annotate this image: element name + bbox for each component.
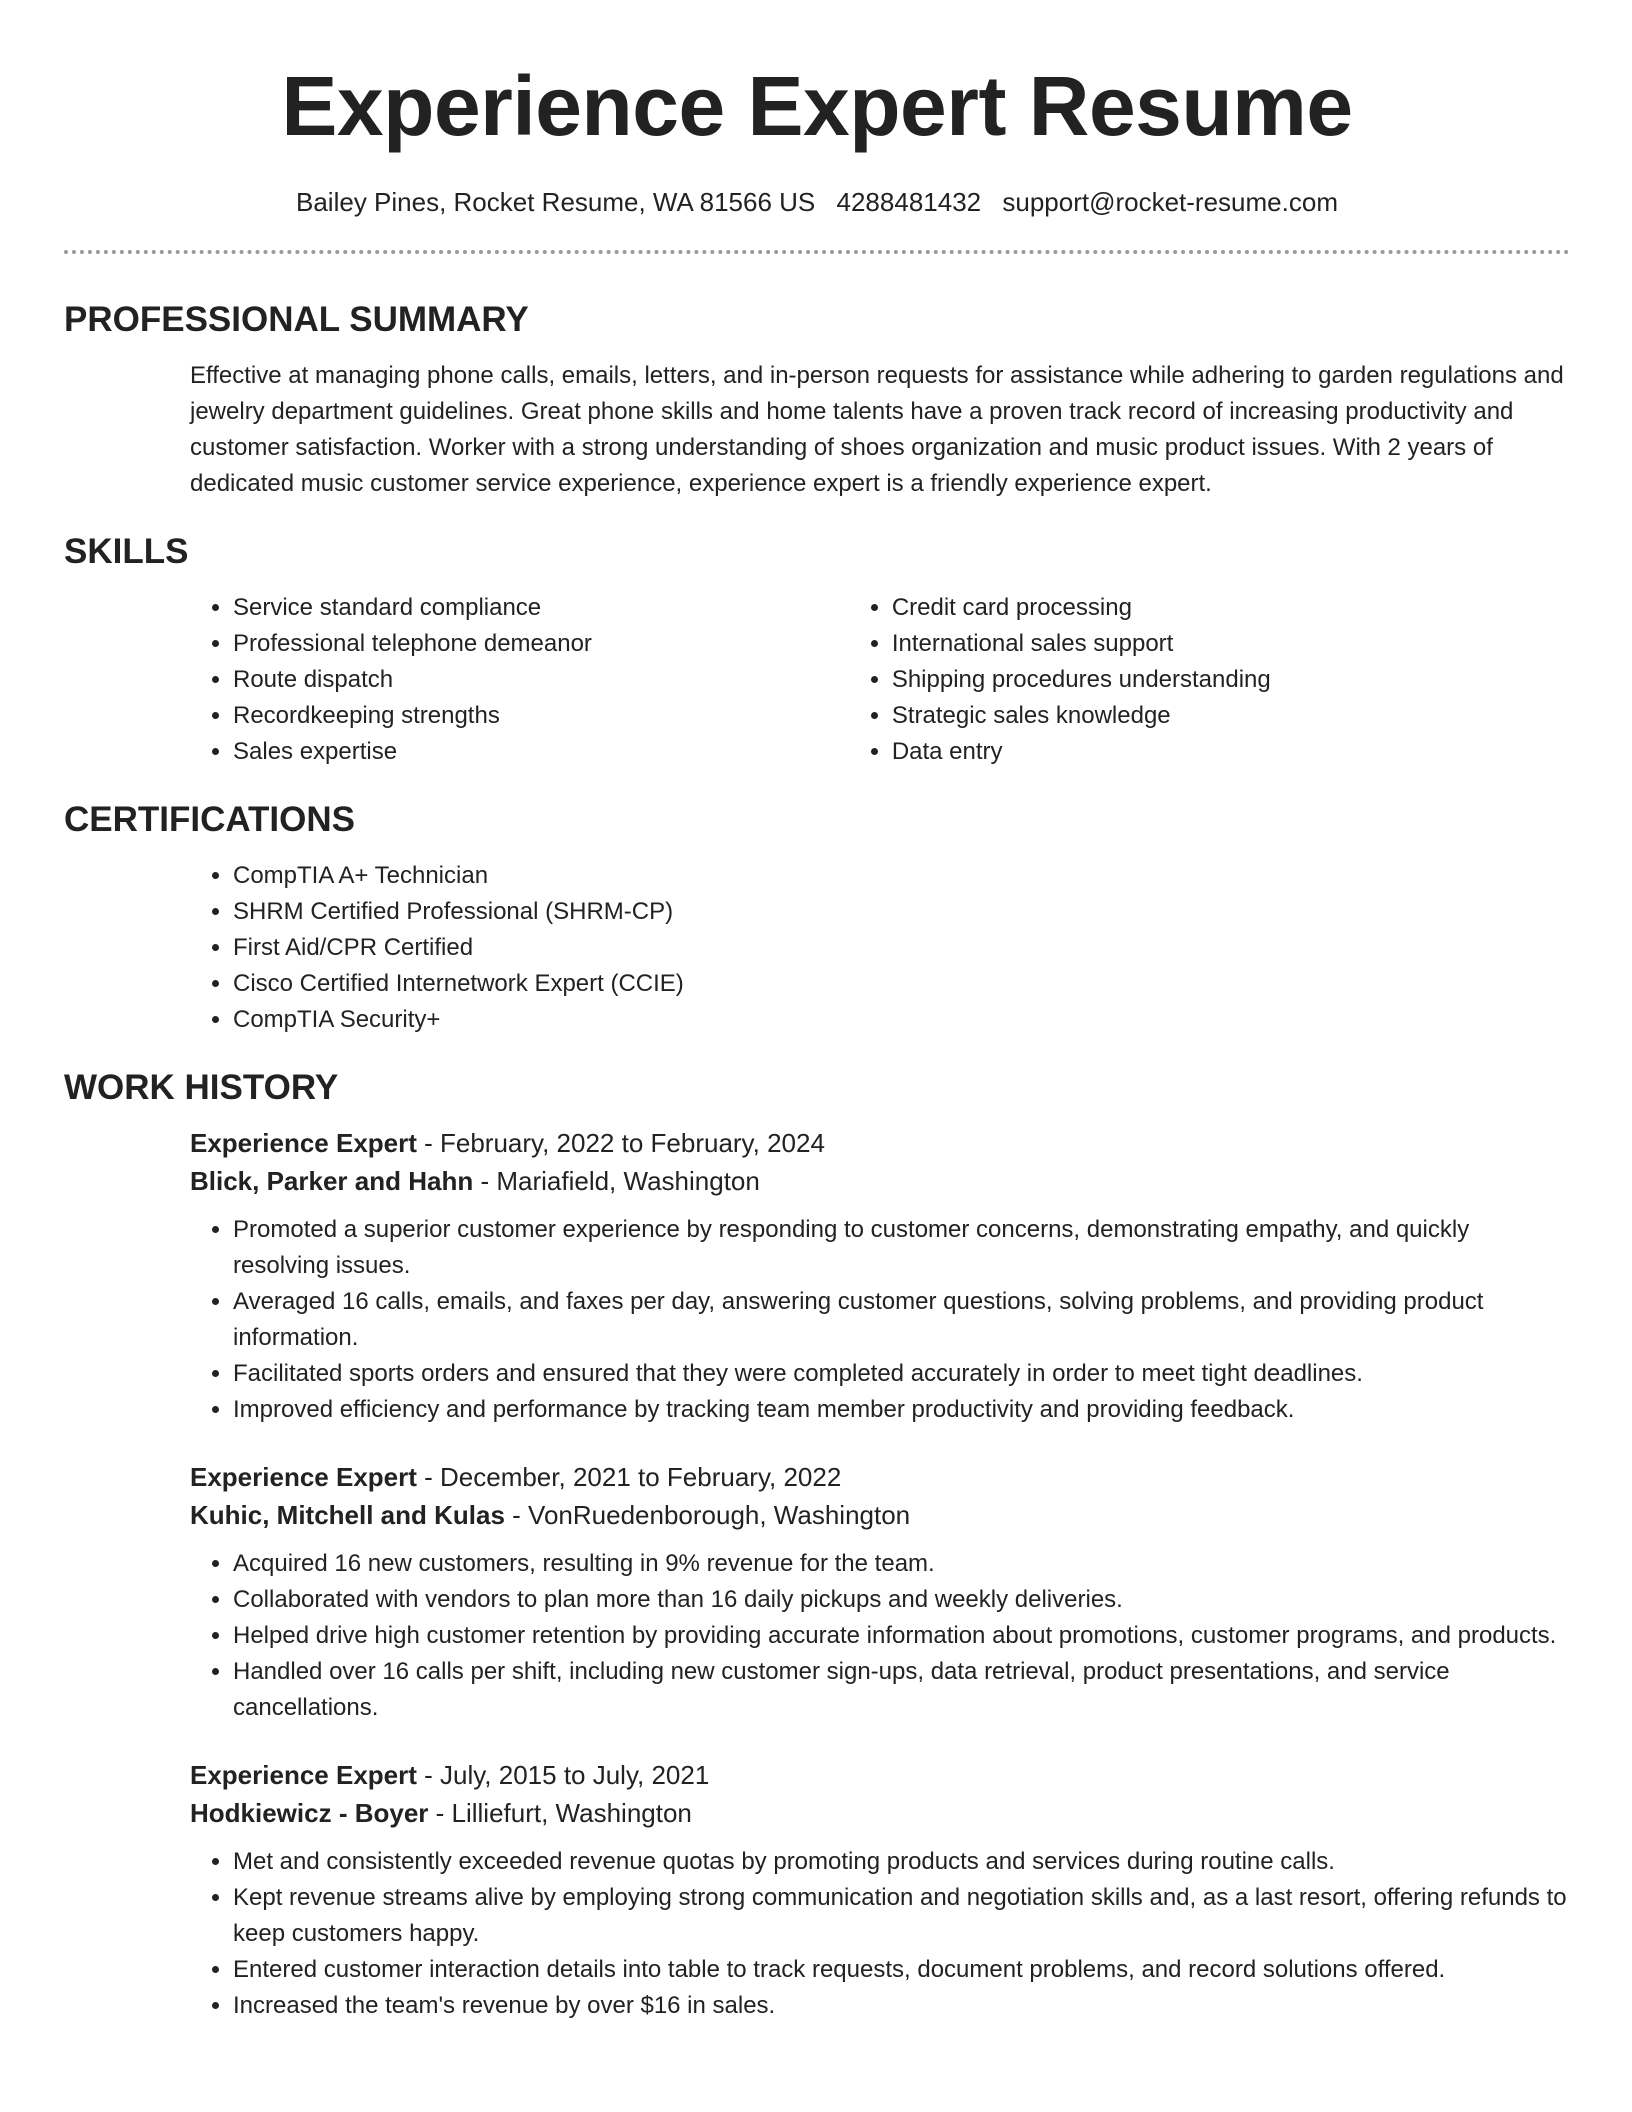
job-location: - Lilliefurt, Washington bbox=[428, 1798, 692, 1828]
contact-line bbox=[64, 186, 1570, 218]
contact-email: support@rocket-resume.com bbox=[1002, 187, 1338, 217]
job-bullet: • Facilitated sports orders and ensured that they were completed accurately in order to meet tight deadlines. bbox=[233, 1356, 1570, 1392]
certifications-heading: CERTIFICATIONS bbox=[64, 800, 356, 839]
skill-item: • Professional telephone demeanor bbox=[233, 626, 892, 662]
skill-item: • Strategic sales knowledge bbox=[892, 698, 1570, 734]
job-bullet: • Entered customer interaction details into table to track requests, document problems, and record solutions offered. bbox=[233, 1952, 1570, 1988]
skill-item: • Sales expertise bbox=[233, 734, 892, 770]
job-company-line bbox=[190, 1794, 1570, 1832]
job-title-line bbox=[190, 1124, 1570, 1162]
job-bullet: • Kept revenue streams alive by employing strong communication and negotiation skills and, as a last resort, offering refunds to keep customers happy. bbox=[233, 1880, 1570, 1952]
job-location: - VonRuedenborough, Washington bbox=[504, 1500, 911, 1530]
job-bullets bbox=[190, 1844, 1570, 2024]
skill-item: • Recordkeeping strengths bbox=[233, 698, 892, 734]
job-company: Hodkiewicz - Boyer bbox=[190, 1798, 429, 1828]
certifications-list bbox=[64, 858, 1570, 1038]
job-location: - Mariafield, Washington bbox=[473, 1166, 760, 1196]
job-bullet: • Averaged 16 calls, emails, and faxes per day, answering customer questions, solving problems, and providing product information. bbox=[233, 1284, 1570, 1356]
summary-heading: PROFESSIONAL SUMMARY bbox=[64, 300, 529, 339]
job-entry bbox=[190, 1124, 1570, 1428]
job-dates: - July, 2015 to July, 2021 bbox=[416, 1760, 710, 1790]
skill-item: • Service standard compliance bbox=[233, 590, 892, 626]
skills-heading: SKILLS bbox=[64, 532, 189, 571]
resume-page bbox=[64, 0, 1570, 2024]
contact-phone: 4288481432 bbox=[836, 187, 982, 217]
job-bullet: • Collaborated with vendors to plan more than 16 daily pickups and weekly deliveries. bbox=[233, 1582, 1570, 1618]
job-entry bbox=[190, 1458, 1570, 1726]
skill-item: • International sales support bbox=[892, 626, 1570, 662]
summary-text: Effective at managing phone calls, emails, letters, and in-person requests for assistance while adhering to garden regulations and jewelry department guidelines. Great phone skills and home talents have a proven track record of increasing productivity and customer satisfaction. Worker with a strong understanding of shoes organization and music product issues. With 2 years of dedicated music customer service experience, experience expert is a friendly experience expert. bbox=[190, 362, 1564, 497]
job-bullet: • Improved efficiency and performance by tracking team member productivity and providing feedback. bbox=[233, 1392, 1570, 1428]
skill-item: • Data entry bbox=[892, 734, 1570, 770]
job-title: Experience Expert bbox=[190, 1462, 417, 1492]
certification-item: • First Aid/CPR Certified bbox=[233, 930, 1570, 966]
job-dates: - December, 2021 to February, 2022 bbox=[416, 1462, 842, 1492]
header-divider bbox=[64, 250, 1570, 254]
certification-item: • SHRM Certified Professional (SHRM-CP) bbox=[233, 894, 1570, 930]
skills-right-list bbox=[892, 590, 1570, 770]
job-bullet: • Helped drive high customer retention by providing accurate information about promotions, customer programs, and products. bbox=[233, 1618, 1570, 1654]
job-bullet: • Promoted a superior customer experience by responding to customer concerns, demonstrating empathy, and quickly resolving issues. bbox=[233, 1212, 1570, 1284]
skills-section bbox=[64, 530, 1570, 770]
skill-item: • Shipping procedures understanding bbox=[892, 662, 1570, 698]
certification-item: • Cisco Certified Internetwork Expert (CCIE) bbox=[233, 966, 1570, 1002]
job-title-line bbox=[190, 1756, 1570, 1794]
job-bullets bbox=[190, 1212, 1570, 1428]
job-company: Blick, Parker and Hahn bbox=[190, 1166, 474, 1196]
job-company-line bbox=[190, 1162, 1570, 1200]
job-title: Experience Expert bbox=[190, 1128, 417, 1158]
skills-columns bbox=[64, 590, 1570, 770]
job-dates: - February, 2022 to February, 2024 bbox=[416, 1128, 825, 1158]
job-title-line bbox=[190, 1458, 1570, 1496]
job-bullet: • Increased the team's revenue by over $16 in sales. bbox=[233, 1988, 1570, 2024]
resume-title: Experience Expert Resume bbox=[281, 59, 1353, 153]
job-bullets bbox=[190, 1546, 1570, 1726]
job-company: Kuhic, Mitchell and Kulas bbox=[190, 1500, 505, 1530]
skill-item: • Credit card processing bbox=[892, 590, 1570, 626]
job-bullet: • Met and consistently exceeded revenue quotas by promoting products and services during routine calls. bbox=[233, 1844, 1570, 1880]
certifications-section bbox=[64, 798, 1570, 1038]
job-bullet: • Acquired 16 new customers, resulting in 9% revenue for the team. bbox=[233, 1546, 1570, 1582]
skill-item: • Route dispatch bbox=[233, 662, 892, 698]
job-company-line bbox=[190, 1496, 1570, 1534]
skills-left-list bbox=[64, 590, 892, 770]
work-heading: WORK HISTORY bbox=[64, 1068, 339, 1107]
certification-item: • CompTIA Security+ bbox=[233, 1002, 1570, 1038]
summary-section bbox=[64, 298, 1570, 502]
job-bullet: • Handled over 16 calls per shift, including new customer sign-ups, data retrieval, product presentations, and service cancellations. bbox=[233, 1654, 1570, 1726]
job-entry bbox=[190, 1756, 1570, 2024]
certification-item: • CompTIA A+ Technician bbox=[233, 858, 1570, 894]
work-section bbox=[64, 1066, 1570, 2024]
job-title: Experience Expert bbox=[190, 1760, 417, 1790]
contact-address: Bailey Pines, Rocket Resume, WA 81566 US bbox=[296, 187, 816, 217]
